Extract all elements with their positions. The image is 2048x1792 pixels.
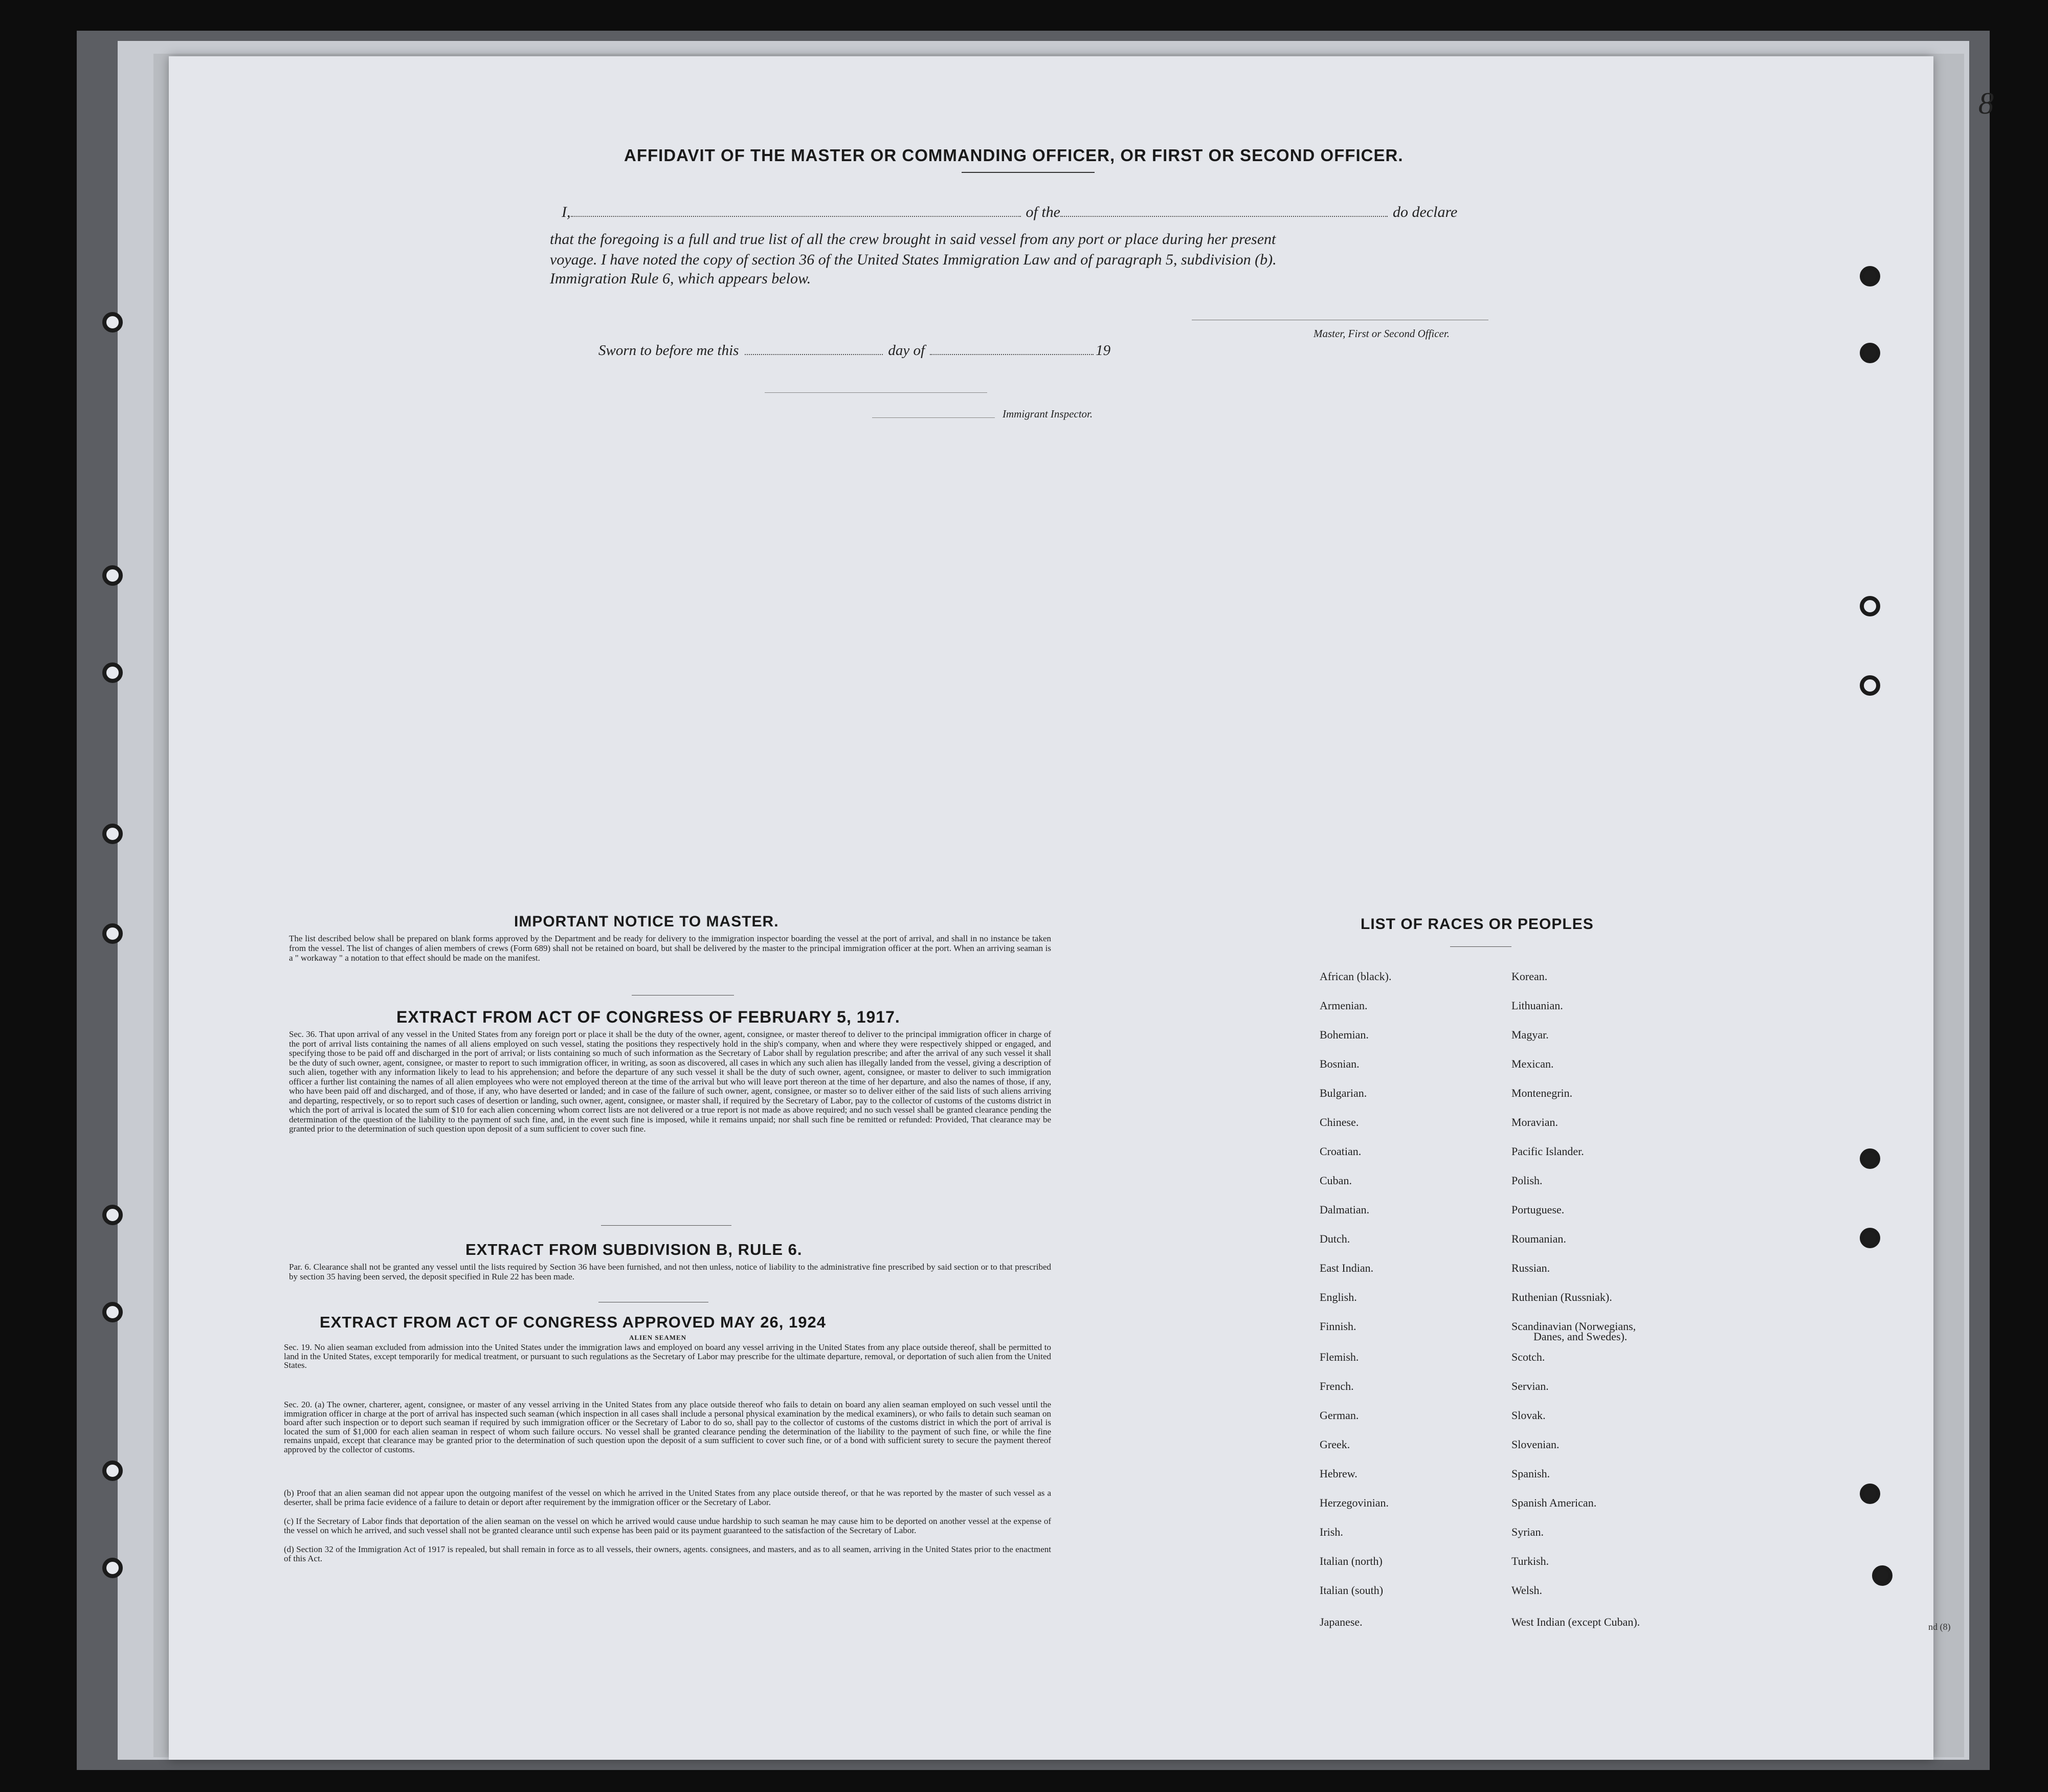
race-item: Danes, and Swedes). [1533,1330,1628,1343]
binder-hole-icon [102,565,123,586]
edge-mark: nd (8) [1928,1622,1951,1632]
sec20c-text: (c) If the Secretary of Labor finds that deportation of the alien seaman on the vessel on which he arrived would cause undue hardship to such seaman he may cause him to be deported on another vessel at the expense of the vessel on which he arrived, and such vessel shall not be granted clearance until such expense has been paid or its payment guaranteed to the satisfaction of the Secretary of Labor. [284,1516,1051,1535]
affidavit-line-2: that the foregoing is a full and true list of all the crew brought in said vessel from any port or place during her present [550,231,1276,248]
race-item: Polish. [1511,1174,1543,1187]
binder-hole-icon [1860,1148,1880,1169]
sec20d-text: (d) Section 32 of the Immigration Act of 1917 is repealed, but shall remain in force as to all vessels, their owners, agents. consignees, and masters, and as to all seamen, arriving in the United States prior to the enactment of this Act. [284,1544,1051,1563]
sworn-year: 19 [1096,342,1111,359]
binder-hole-icon [1860,1228,1880,1248]
binder-hole-icon [1860,266,1880,286]
inspector-label: Immigrant Inspector. [1003,408,1093,420]
race-item: Finnish. [1320,1320,1356,1333]
sworn-text: Sworn to before me this [598,342,739,359]
race-item: Croatian. [1320,1145,1362,1158]
race-item: Moravian. [1511,1116,1559,1129]
race-item: Bulgarian. [1320,1087,1367,1099]
affidavit-title: AFFIDAVIT OF THE MASTER OR COMMANDING OFFICER, OR FIRST OR SECOND OFFICER. [624,146,1404,165]
race-item: Welsh. [1511,1584,1542,1597]
page-number: 8 [1978,86,1994,120]
divider [962,172,1095,173]
inspector-signature-line[interactable] [765,392,987,393]
binder-hole-icon [1860,675,1880,696]
race-item: Spanish American. [1511,1496,1597,1509]
race-item: Flemish. [1320,1351,1359,1363]
race-item: Montenegrin. [1511,1087,1573,1099]
binder-hole-icon [1872,1565,1893,1586]
race-item: Turkish. [1511,1555,1549,1567]
sworn-line [598,340,1110,361]
race-item: East Indian. [1320,1262,1374,1274]
sec19-text: Sec. 19. No alien seaman excluded from admission into the United States under the immigration laws and employed on board any vessel arriving in the United States from any place outside thereof, shall be permitted to land in the United States, except temporarily for medical treatment, or pursuant to such regulations as the Secretary of Labor may prescribe for the ultimate departure, removal, or deportation of such alien from the United States. [284,1342,1051,1370]
notice-title: IMPORTANT NOTICE TO MASTER. [514,913,779,930]
sworn-day-field[interactable] [745,354,883,355]
affidavit-line-4: Immigration Rule 6, which appears below. [550,270,811,287]
race-item: Servian. [1511,1380,1549,1392]
race-item: English. [1320,1291,1357,1303]
race-item: Herzegovinian. [1320,1496,1389,1509]
extract-1917-text: Sec. 36. That upon arrival of any vessel in the United States from any foreign port or place it shall be the duty of the owner, agent, consignee, or master thereof to deliver to the principal immigration officer in charge of the port of arrival lists containing the names of all aliens employed on such vessel, stating the positions they respectively hold in the ship's company, when and where they were respectively shipped or engaged, and specifying those to be paid off and discharged in the port of arrival; or lists containing so much of such information as the Secretary of Labor shall by regulation prescribe; and after the arrival of any such vessel it shall be the duty of such owner, agent, consignee, or master to report to such immigration officer, in writing, as soon as discovered, all cases in which any such alien has illegally landed from the vessel, giving a description of such alien, together with any information likely to lead to his apprehension; and before the departure of any such vessel it shall be the duty of such owner, agent, consignee, or master to deliver to such immigration officer a further list containing the names of all alien employees who were not employed thereon at the time of the arrival but who will leave port thereon at the time of her departure, and also the names of those, if any, who have been paid off and discharged, and of those, if any, who have deserted or landed; and in case of the failure of such owner, agent, consignee, or master so to deliver either of the said lists of such aliens arriving and departing, respectively, or so to report such cases of desertion or landing, such owner, agent, consignee, or master shall, if required by the Secretary of Labor, pay to the collector of customs of the customs district in which the port of arrival is located the sum of $10 for each alien concerning whom correct lists are not delivered or a true report is not made as above required; and no such vessel shall be granted clearance pending the determination of the question of the liability to the payment of such fine, and, in the event such fine is imposed, while it remains unpaid; nor shall such fine be remitted or refunded: Provided, That clearance may be granted prior to the determination of such question upon deposit of a sum sufficient to cover such fine. [289,1029,1051,1134]
race-item: Spanish. [1511,1467,1550,1480]
affidavit-of-the: of the [1026,204,1060,220]
binder-hole-icon [102,662,123,683]
race-item: Italian (north) [1320,1555,1383,1567]
race-item: Dutch. [1320,1232,1350,1245]
divider [601,1225,731,1226]
extract-1924-title: EXTRACT FROM ACT OF CONGRESS APPROVED MAY 26, 1924 [320,1313,826,1331]
race-item: African (black). [1320,970,1392,983]
race-item: Lithuanian. [1511,999,1563,1012]
binder-hole-icon [1860,1484,1880,1504]
race-item: Cuban. [1320,1174,1352,1187]
race-item: Mexican. [1511,1057,1554,1070]
binder-hole-icon [102,1461,123,1481]
affidavit-line-1 [562,202,1457,223]
race-item: Dalmatian. [1320,1203,1370,1216]
race-item: Scandinavian (Norwegians, [1511,1320,1636,1333]
alien-seamen-subtitle: ALIEN SEAMEN [629,1334,687,1341]
binder-hole-icon [102,1205,123,1225]
race-item: Italian (south) [1320,1584,1384,1597]
race-item: Pacific Islander. [1511,1145,1584,1158]
race-item: French. [1320,1380,1354,1392]
binder-hole-icon [1860,596,1880,616]
sec20a-text: Sec. 20. (a) The owner, charterer, agent, consignee, or master of any vessel arriving in the United States from any place outside thereof who fails to detain on board any alien seaman employed on such vessel until the immigration officer in charge at the port of arrival has inspected such seaman (which inspection in all cases shall include a personal physical examination by the medical examiners), or who fails to detain such seaman on board after such inspection or to deport such seaman if required by such immigration officer or the Secretary of Labor to do so, shall pay to the collector of customs of the customs district in which the port of arrival is located the sum of $1,000 for each alien seaman in respect of whom such failure occurs. No vessel shall be granted clearance pending the determination of the liability to the payment of such fine, or while the fine remains unpaid, except that clearance may be granted prior to the determination of such question upon the deposit of a sum sufficient to cover such fine, or of a bond with sufficient surety to secure the payment thereof approved by the collector of customs. [284,1400,1051,1454]
race-item: Russian. [1511,1262,1550,1274]
race-item: German. [1320,1409,1359,1422]
binder-hole-icon [102,1558,123,1578]
binder-hole-icon [102,312,123,333]
race-item: Hebrew. [1320,1467,1357,1480]
race-item: Bohemian. [1320,1028,1369,1041]
binder-hole-icon [102,923,123,944]
race-item: Magyar. [1511,1028,1549,1041]
master-name-field[interactable] [571,216,1021,217]
races-title: LIST OF RACES OR PEOPLES [1361,916,1594,933]
binder-hole-icon [102,1302,123,1322]
race-item: Scotch. [1511,1351,1545,1363]
subdivision-title: EXTRACT FROM SUBDIVISION B, RULE 6. [465,1241,803,1258]
affidavit-line-3: voyage. I have noted the copy of section 36 of the United States Immigration Law and of paragraph 5, subdivision (b). [550,251,1277,268]
race-item: Armenian. [1320,999,1368,1012]
race-item: West Indian (except Cuban). [1511,1616,1640,1628]
race-item: Chinese. [1320,1116,1359,1129]
master-label: Master, First or Second Officer. [1314,327,1450,340]
binder-hole-icon [1860,343,1880,363]
race-item: Korean. [1511,970,1548,983]
sworn-month-field[interactable] [930,354,1094,355]
divider [1450,946,1511,947]
race-item: Syrian. [1511,1525,1544,1538]
race-item: Ruthenian (Russniak). [1511,1291,1612,1303]
affidavit-do-declare: do declare [1393,204,1458,220]
race-item: Portuguese. [1511,1203,1565,1216]
sec20b-text: (b) Proof that an alien seaman did not appear upon the outgoing manifest of the vessel on which he arrived in the United States from any place outside thereof, or that he was reported by the master of such vessel as a deserter, shall be prima facie evidence of a failure to detain or deport after requirement by the immigration officer or the Secretary of Labor. [284,1488,1051,1507]
race-item: Roumanian. [1511,1232,1566,1245]
binder-hole-icon [102,824,123,844]
race-item: Slovak. [1511,1409,1546,1422]
race-item: Slovenian. [1511,1438,1560,1451]
sworn-day-of: day of [888,342,925,359]
subdivision-text: Par. 6. Clearance shall not be granted any vessel until the lists required by Section 36 have been furnished, and not then unless, notice of liability to the administrative fine prescribed by said section or to that prescribed by section 35 having been served, the deposit specified in Rule 22 has been made. [289,1262,1051,1281]
vessel-name-field[interactable] [1060,216,1388,217]
extract-1917-title: EXTRACT FROM ACT OF CONGRESS OF FEBRUARY 5, 1917. [396,1008,900,1026]
inspector-dotted-line [872,417,995,418]
notice-text: The list described below shall be prepared on blank forms approved by the Department and be ready for delivery to the immigration inspector boarding the vessel at the port of arrival, and shall in no instance be taken from the vessel. The list of changes of alien members of crews (Form 689) shall not be retained on board, but shall be delivered by the master to the principal immigration officer at the port. When an arriving seaman is a " workaway " a notation to that effect should be made on the manifest. [289,934,1051,963]
race-item: Japanese. [1320,1616,1363,1628]
race-item: Greek. [1320,1438,1350,1451]
race-item: Bosnian. [1320,1057,1360,1070]
race-item: Irish. [1320,1525,1343,1538]
affidavit-i: I, [562,204,571,220]
